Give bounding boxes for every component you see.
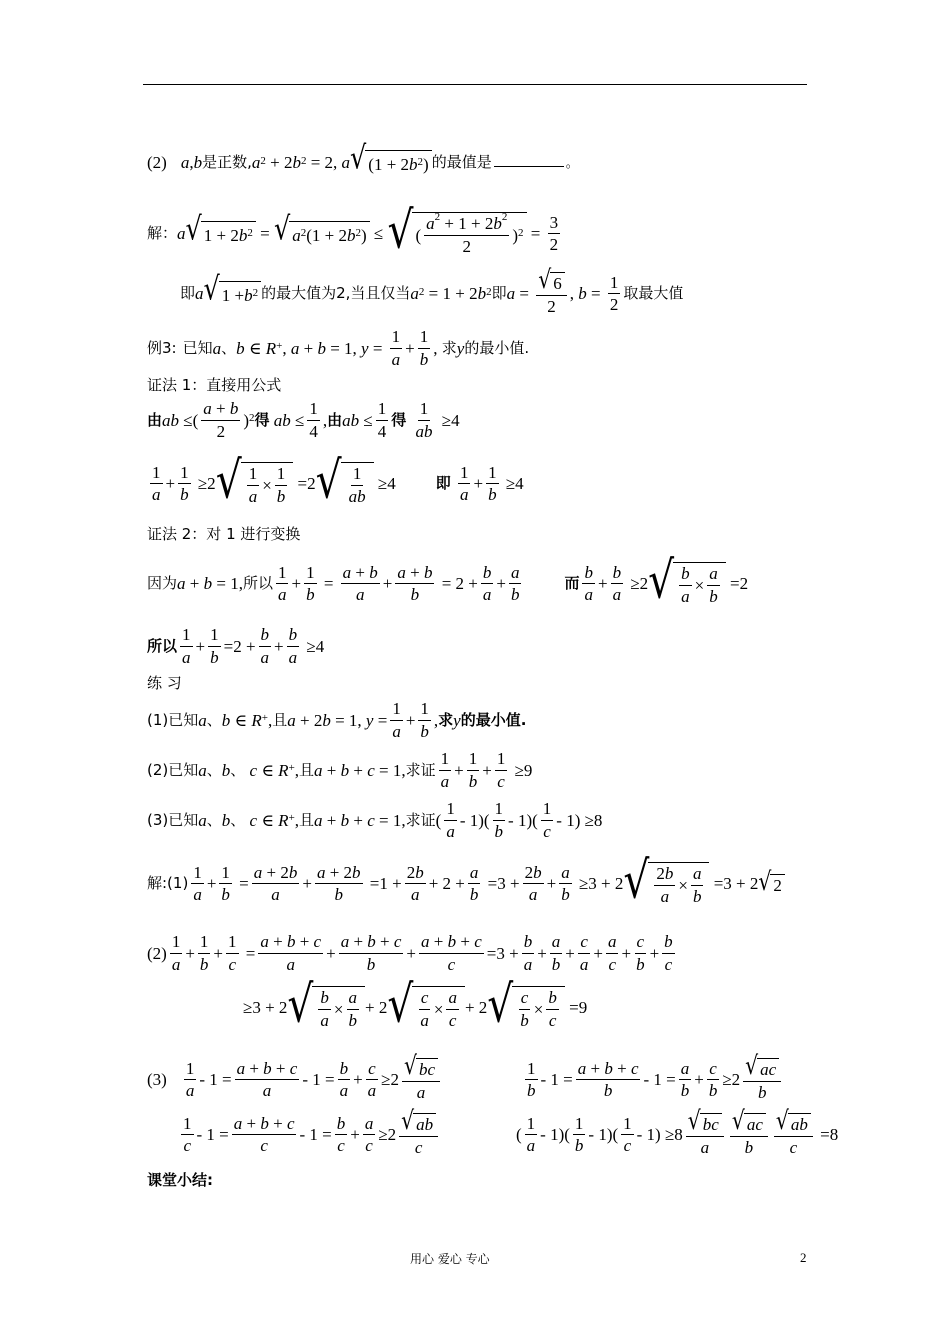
proof1-ji: 即: [435, 474, 451, 493]
q1-label: (1)已知: [147, 710, 199, 729]
sol2-end: 取最大值: [623, 284, 684, 303]
answer-3-line-1: (3) 1 a - 1 = a + b + c a - 1 = b a + c a ≥2 √ bc a: [147, 1058, 443, 1102]
q2-qiuzheng: 求证: [405, 760, 436, 779]
answer-1: 解:(1) 1 a + 1 b = a + 2b a + a + 2b b =1 + 2b a + 2 + a b =3 + 2b a + a b ≥3 + 2 √ 2b a × a b =3 + 2 √ 2: [147, 862, 785, 906]
q3-label: (3)已知: [147, 810, 199, 829]
q1-q2: 的最小值.: [460, 710, 527, 729]
problem-2-label: (2): [147, 153, 167, 173]
proof1-de2: 得: [391, 410, 407, 429]
proof-2-line-1: 因为 a + b = 1, 所以 1 a + 1 b = a + b a + a + b b = 2 + b a + a b 而 b a + b a ≥2 √ b a × a b =2: [147, 549, 749, 610]
example-3: 例3: 已知 a 、 b ∈ R + , a + b = 1, y = 1 a + 1 b , 求 y 的最小值.: [147, 327, 530, 369]
answer-3-line-2: 1 c - 1 = a + b + c c - 1 = b c + a c ≥2 √ ab c: [178, 1113, 441, 1157]
proof1-you: 由: [147, 410, 163, 429]
proof1-you2: 由: [327, 410, 343, 429]
proof2-er: 而: [564, 574, 580, 593]
ex3-q: 求: [441, 338, 457, 357]
practice-q3: (3)已知 a 、 b 、 c ∈ R + , 且 a + b + c = 1, 求证 ( 1 a - 1)( 1 b - 1)( 1 c - 1) ≥8: [147, 799, 603, 841]
practice-title-text: 练 习: [147, 674, 182, 692]
a2-label: (2): [147, 943, 167, 963]
ex3-label: 例3:: [147, 338, 177, 357]
sol2-mid: 的最大值为2,当且仅当: [261, 284, 411, 303]
sol2-ji: 即: [491, 284, 507, 303]
solution-line-2: 即 a √ 1 + b $^2$ 的最大值为2,当且仅当 a $^2$ = 1 + 2 b $^2$ 即 a = √ 6 2 , b = 1 2 取最大值: [180, 264, 684, 316]
answer-blank: [494, 158, 564, 167]
proof-2-title: [147, 527, 300, 542]
answer-2-line-2: ≥3 + 2 √ b a × a b + 2 √ c a × a c + 2 √ c b × b c =9: [243, 973, 588, 1034]
problem-2-text2: 的最值是: [431, 153, 492, 172]
proof-1-line-2: 1 a + 1 b ≥2 √ 1 a × 1 b =2 √ 1 ab ≥4 即 1 a + 1 b ≥4: [152, 449, 524, 510]
answer-3-line-1b: 1 b - 1 = a + b + c b - 1 = a b + c b ≥2 √ ac b: [522, 1058, 784, 1102]
problem-2-line: (2) a , b 是正数, a $^2$ + 2 b $^2$ = 2, a √ (1 + 2 b $^2$ ) 的最值是 。: [147, 139, 579, 178]
q3-qiuzheng: 求证: [405, 810, 436, 829]
ex3-dun: 、: [221, 338, 237, 357]
summary-heading: [147, 1173, 213, 1188]
solution-label: 解：: [147, 224, 178, 243]
problem-2-text: 是正数,: [202, 153, 252, 172]
page-number: 2: [800, 1250, 807, 1265]
q1-q: 求: [438, 710, 454, 729]
proof1-de: 得: [254, 410, 270, 429]
q1-qie: 且: [272, 710, 288, 729]
q2-label: (2)已知: [147, 760, 199, 779]
solution-line-1: 解： a √ 1 + 2 b $^2$ = √ a $^2$ (1 + 2 b $^2$ ) ≤ √ ( $a^2 + 1 + 2b^2$ 2 ) $^2$ = 3 2: [147, 199, 559, 260]
footer-center-text: 用心 爱心 专心: [410, 1252, 490, 1266]
practice-q1: (1)已知 a 、 b ∈ R + , 且 a + 2 b = 1, y = 1 a + 1 b , 求 y 的最小值.: [147, 699, 527, 741]
proof-1-title-text: 证法 1：直接用公式: [147, 376, 282, 394]
proof2-suoyi2: 所以: [147, 636, 178, 655]
q3-qie: 且: [299, 810, 315, 829]
sol2-prefix: 即: [180, 284, 196, 303]
a1-label: 解:(1): [147, 874, 189, 893]
proof-2-title-text: 证法 2：对 1 进行变换: [147, 525, 301, 543]
ex3-text: 已知: [182, 338, 213, 357]
proof2-yinwei: 因为: [147, 574, 178, 593]
summary-text: 课堂小结:: [147, 1171, 213, 1189]
practice-q2: (2)已知 a 、 b 、 c ∈ R + , 且 a + b + c = 1, 求证 1 a + 1 b + 1 c ≥9: [147, 749, 533, 791]
practice-title: [147, 676, 182, 691]
proof-1-title: [147, 378, 281, 393]
header-rule: [143, 84, 807, 85]
answer-3-line-2b: ( 1 a - 1)( 1 b - 1)( 1 c - 1) ≥8 √ bc a √ ac b √ ab c =8: [516, 1105, 839, 1157]
ex3-q2: 的最小值.: [464, 338, 530, 357]
answer-2-line-1: (2) 1 a + 1 b + 1 c = a + b + c a + a + b + c b + a + b + c c =3 + b a + a b + c a + a c + c b + b c: [147, 932, 673, 974]
a3-label: (3): [147, 1070, 167, 1090]
problem-2-end: 。: [565, 155, 579, 171]
proof-2-line-2: 所以 1 a + 1 b =2 + b a + b a ≥4: [147, 625, 325, 667]
proof-1-line-1: 由 ab ≤( a + b 2 ) $^2$ 得 ab ≤ 1 4 , 由 ab ≤ 1 4 得 1 ab ≥4: [147, 399, 460, 441]
proof2-suoyi: 所以: [242, 574, 273, 593]
